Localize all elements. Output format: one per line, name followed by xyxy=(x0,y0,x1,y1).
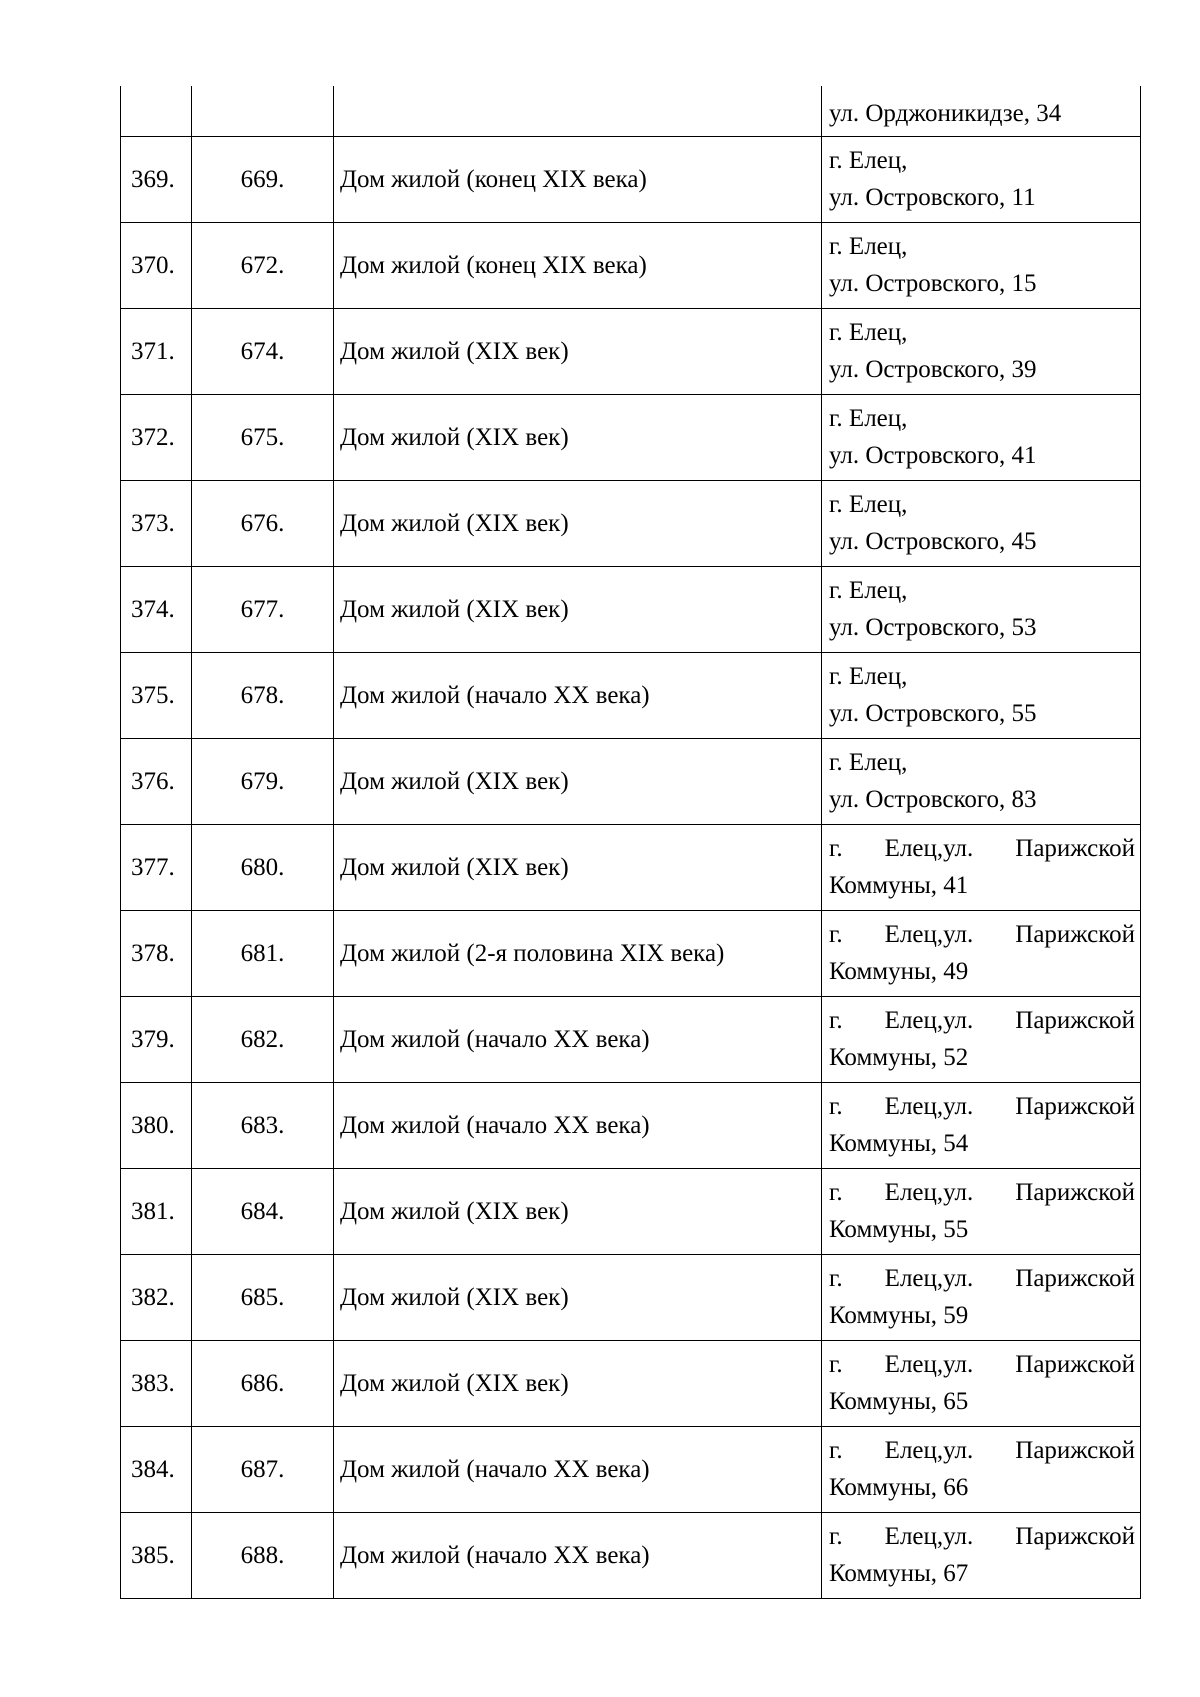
address-line-1: г. Елец, xyxy=(829,233,908,260)
address-cell xyxy=(822,1512,1141,1598)
address-line-1: г. Елец,ул. Парижской xyxy=(829,1179,1135,1206)
row-number: 379. xyxy=(121,996,192,1082)
table-row xyxy=(121,910,1141,996)
address-line-2: Коммуны, 67 xyxy=(829,1560,969,1587)
address-line-1: г. Елец, xyxy=(829,405,908,432)
registry-number: 681. xyxy=(192,910,334,996)
row-number: 374. xyxy=(121,566,192,652)
table-row xyxy=(121,1426,1141,1512)
address-cell xyxy=(822,1426,1141,1512)
table-row xyxy=(121,1082,1141,1168)
row-number: 375. xyxy=(121,652,192,738)
address-line-1: г. Елец,ул. Парижской xyxy=(829,835,1135,862)
registry-number: 685. xyxy=(192,1254,334,1340)
address-cell xyxy=(822,1340,1141,1426)
row-number: 371. xyxy=(121,308,192,394)
row-number: 370. xyxy=(121,222,192,308)
address-cell xyxy=(822,1082,1141,1168)
object-name: Дом жилой (конец XIX века) xyxy=(334,136,822,222)
row-number: 376. xyxy=(121,738,192,824)
address-line-2: ул. Островского, 45 xyxy=(829,528,1037,555)
registry-number: 688. xyxy=(192,1512,334,1598)
address-line-1: г. Елец, xyxy=(829,663,908,690)
address-line-1: г. Елец,ул. Парижской xyxy=(829,1093,1135,1120)
address-line-1: г. Елец, xyxy=(829,147,908,174)
registry-number: 680. xyxy=(192,824,334,910)
address-line-1: г. Елец,ул. Парижской xyxy=(829,1265,1135,1292)
address-line-2: ул. Островского, 83 xyxy=(829,786,1037,813)
object-name: Дом жилой (начало XX века) xyxy=(334,996,822,1082)
address-line-2: ул. Островского, 11 xyxy=(829,184,1036,211)
address-line-1: г. Елец, xyxy=(829,491,908,518)
row-number: 377. xyxy=(121,824,192,910)
address-line-1: г. Елец, xyxy=(829,749,908,776)
address-cell xyxy=(822,652,1141,738)
address-line-2: Коммуны, 55 xyxy=(829,1216,969,1243)
registry-number: 687. xyxy=(192,1426,334,1512)
monuments-table xyxy=(120,86,1141,1599)
address-cell xyxy=(822,86,1141,136)
address-cell xyxy=(822,136,1141,222)
object-name: Дом жилой (XIX век) xyxy=(334,824,822,910)
address-line-2: Коммуны, 59 xyxy=(829,1302,969,1329)
table-row xyxy=(121,308,1141,394)
address-line-2: ул. Островского, 41 xyxy=(829,442,1037,469)
row-number: 383. xyxy=(121,1340,192,1426)
table-row xyxy=(121,652,1141,738)
address-line-2: Коммуны, 41 xyxy=(829,872,969,899)
table-row xyxy=(121,566,1141,652)
table-row xyxy=(121,824,1141,910)
address-line-1: г. Елец, xyxy=(829,577,908,604)
address-cell xyxy=(822,910,1141,996)
table-body xyxy=(121,86,1141,1598)
address-line-2: ул. Островского, 55 xyxy=(829,700,1037,727)
table-row xyxy=(121,1168,1141,1254)
table-row xyxy=(121,738,1141,824)
object-name: Дом жилой (XIX век) xyxy=(334,566,822,652)
row-number: 378. xyxy=(121,910,192,996)
address-cell xyxy=(822,308,1141,394)
registry-number: 679. xyxy=(192,738,334,824)
address-line-1: г. Елец,ул. Парижской xyxy=(829,1523,1135,1550)
table-row xyxy=(121,996,1141,1082)
row-number: 373. xyxy=(121,480,192,566)
object-name: Дом жилой (XIX век) xyxy=(334,394,822,480)
address-line-2: Коммуны, 65 xyxy=(829,1388,969,1415)
continuation-row xyxy=(121,86,1141,136)
object-name: Дом жилой (XIX век) xyxy=(334,1254,822,1340)
object-name: Дом жилой (начало XX века) xyxy=(334,1512,822,1598)
address-line-2: ул. Островского, 39 xyxy=(829,356,1037,383)
address-line-2: Коммуны, 66 xyxy=(829,1474,969,1501)
address-cell xyxy=(822,996,1141,1082)
reg-cell xyxy=(192,86,334,136)
registry-number: 682. xyxy=(192,996,334,1082)
address-cell xyxy=(822,824,1141,910)
address-cell xyxy=(822,394,1141,480)
object-name: Дом жилой (XIX век) xyxy=(334,1168,822,1254)
address-line-2: ул. Островского, 15 xyxy=(829,270,1037,297)
object-name: Дом жилой (начало XX века) xyxy=(334,652,822,738)
row-number: 385. xyxy=(121,1512,192,1598)
registry-number: 676. xyxy=(192,480,334,566)
registry-number: 677. xyxy=(192,566,334,652)
address-line-1: г. Елец,ул. Парижской xyxy=(829,921,1135,948)
num-cell xyxy=(121,86,192,136)
table-row xyxy=(121,394,1141,480)
object-name: Дом жилой (XIX век) xyxy=(334,1340,822,1426)
address-line-1: г. Елец,ул. Парижской xyxy=(829,1351,1135,1378)
object-name: Дом жилой (XIX век) xyxy=(334,738,822,824)
registry-number: 674. xyxy=(192,308,334,394)
row-number: 381. xyxy=(121,1168,192,1254)
object-name: Дом жилой (XIX век) xyxy=(334,308,822,394)
address-line-1: г. Елец, xyxy=(829,319,908,346)
registry-number: 675. xyxy=(192,394,334,480)
object-name: Дом жилой (начало XX века) xyxy=(334,1426,822,1512)
row-number: 380. xyxy=(121,1082,192,1168)
address-line-2: Коммуны, 52 xyxy=(829,1044,969,1071)
row-number: 369. xyxy=(121,136,192,222)
address-cell xyxy=(822,738,1141,824)
row-number: 372. xyxy=(121,394,192,480)
name-cell xyxy=(334,86,822,136)
object-name: Дом жилой (начало XX века) xyxy=(334,1082,822,1168)
address-text: ул. Орджоникидзе, 34 xyxy=(829,99,1062,127)
table-row xyxy=(121,1340,1141,1426)
address-cell xyxy=(822,1168,1141,1254)
address-line-1: г. Елец,ул. Парижской xyxy=(829,1437,1135,1464)
table-row xyxy=(121,136,1141,222)
object-name: Дом жилой (конец XIX века) xyxy=(334,222,822,308)
registry-number: 678. xyxy=(192,652,334,738)
registry-number: 672. xyxy=(192,222,334,308)
address-cell xyxy=(822,566,1141,652)
registry-number: 669. xyxy=(192,136,334,222)
address-cell xyxy=(822,1254,1141,1340)
address-cell xyxy=(822,222,1141,308)
address-line-1: г. Елец,ул. Парижской xyxy=(829,1007,1135,1034)
table-row xyxy=(121,1254,1141,1340)
object-name: Дом жилой (2-я половина XIX века) xyxy=(334,910,822,996)
address-line-2: Коммуны, 54 xyxy=(829,1130,969,1157)
address-cell xyxy=(822,480,1141,566)
object-name: Дом жилой (XIX век) xyxy=(334,480,822,566)
registry-number: 686. xyxy=(192,1340,334,1426)
table-row xyxy=(121,1512,1141,1598)
registry-number: 683. xyxy=(192,1082,334,1168)
table-row xyxy=(121,480,1141,566)
registry-number: 684. xyxy=(192,1168,334,1254)
address-line-2: Коммуны, 49 xyxy=(829,958,969,985)
row-number: 384. xyxy=(121,1426,192,1512)
table-row xyxy=(121,222,1141,308)
row-number: 382. xyxy=(121,1254,192,1340)
address-line-2: ул. Островского, 53 xyxy=(829,614,1037,641)
